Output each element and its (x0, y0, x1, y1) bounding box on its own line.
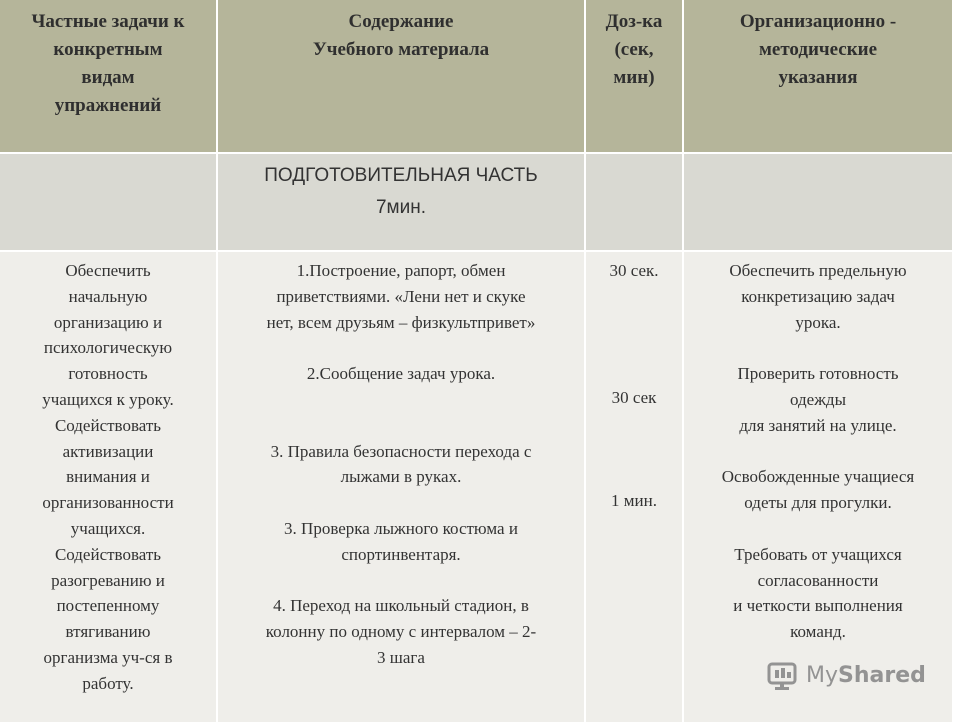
header-content (216, 0, 584, 152)
dosage-cell (584, 252, 682, 722)
tasks-line: постепенному (56, 596, 160, 616)
guidance-line: одеты для прогулки. (744, 493, 892, 513)
tasks-line: Содействовать (54, 544, 162, 564)
tasks-cell (0, 252, 216, 722)
tasks-line: втягиванию (65, 622, 151, 642)
watermark-logo (766, 655, 926, 695)
section-title (216, 154, 584, 250)
guidance-cell (682, 252, 952, 722)
section-title-line: ПОДГОТОВИТЕЛЬНАЯ ЧАСТЬ (264, 165, 538, 186)
guidance-line: для занятий на улице. (739, 415, 897, 435)
tasks-line: работу. (82, 673, 134, 693)
tasks-line: психологическую (43, 338, 173, 358)
watermark-text-shared: Shared (838, 662, 926, 688)
section-row (0, 152, 952, 250)
content-line: колонну по одному с интервалом – 2- (265, 622, 537, 642)
tasks-line: начальную (68, 286, 148, 306)
header-content-line: Содержание (348, 11, 454, 32)
guidance-line: и четкости выполнения (733, 596, 903, 616)
header-dosage-line: (сек, (614, 39, 654, 60)
section-cell-empty (584, 154, 682, 250)
header-guidance (682, 0, 952, 152)
content-line: приветствиями. «Лени нет и скуке (276, 286, 526, 306)
tasks-line: разогреванию и (51, 570, 165, 590)
tasks-line: Обеспечить (65, 261, 151, 280)
guidance-line: команд. (790, 622, 846, 642)
content-line: 2.Сообщение задач урока. (306, 364, 496, 384)
header-dosage-line: Доз-ка (605, 11, 663, 32)
tasks-line: учащихся к уроку. (42, 389, 174, 409)
guidance-line: Проверить готовность (737, 364, 899, 384)
tasks-line: организма уч-ся в (43, 647, 173, 667)
content-line: 3. Правила безопасности перехода с (270, 441, 532, 461)
tasks-line: Содействовать (54, 415, 162, 435)
tasks-line: организацию и (53, 312, 163, 332)
dosage-value: 30 сек. (609, 261, 659, 280)
content-line: лыжами в руках. (340, 467, 462, 487)
section-cell-empty (0, 154, 216, 250)
content-line: нет, всем друзьям – физкультпривет» (266, 312, 536, 332)
content-line: 3. Проверка лыжного костюма и (284, 518, 518, 538)
section-duration: 7мин. (375, 197, 426, 218)
header-guidance-line: методические (758, 39, 878, 60)
tasks-line: готовность (68, 364, 148, 384)
content-line: 4. Переход на школьный стадион, в (273, 596, 529, 616)
table-row (0, 250, 952, 722)
header-dosage (584, 0, 682, 152)
guidance-line: одежды (789, 389, 847, 409)
tasks-line: внимания и (66, 467, 150, 487)
watermark-text (806, 663, 926, 688)
header-tasks (0, 0, 216, 152)
content-line: 3 шага (377, 647, 425, 667)
header-tasks-line: Частные задачи к (31, 11, 185, 32)
content-line: спортинвентаря. (341, 544, 461, 564)
guidance-line: Требовать от учащихся (734, 544, 902, 564)
tasks-line: активизации (62, 441, 154, 461)
dosage-value: 1 мин. (611, 491, 657, 510)
header-dosage-line: мин) (613, 67, 655, 88)
tasks-line: организованности (42, 493, 174, 513)
header-content-line: Учебного материала (312, 39, 490, 60)
guidance-line: конкретизацию задач (741, 286, 895, 306)
guidance-line: согласованности (757, 570, 879, 590)
table-header-row (0, 0, 952, 152)
guidance-line: Освобожденные учащиеся (721, 467, 915, 487)
tasks-line: учащихся. (70, 518, 146, 538)
presentation-icon (766, 658, 800, 692)
dosage-value: 30 сек (611, 388, 657, 407)
header-guidance-line: Организационно - (739, 11, 897, 32)
watermark-text-my: My (806, 662, 839, 688)
content-line: 1.Построение, рапорт, обмен (296, 261, 506, 280)
header-tasks-line: упражнений (54, 95, 162, 116)
section-cell-empty (682, 154, 952, 250)
header-guidance-line: указания (778, 67, 858, 88)
guidance-line: Обеспечить предельную (729, 261, 907, 280)
content-cell (216, 252, 584, 722)
guidance-line: урока. (795, 312, 841, 332)
header-tasks-line: конкретным (53, 39, 163, 60)
header-tasks-line: видам (81, 67, 135, 88)
